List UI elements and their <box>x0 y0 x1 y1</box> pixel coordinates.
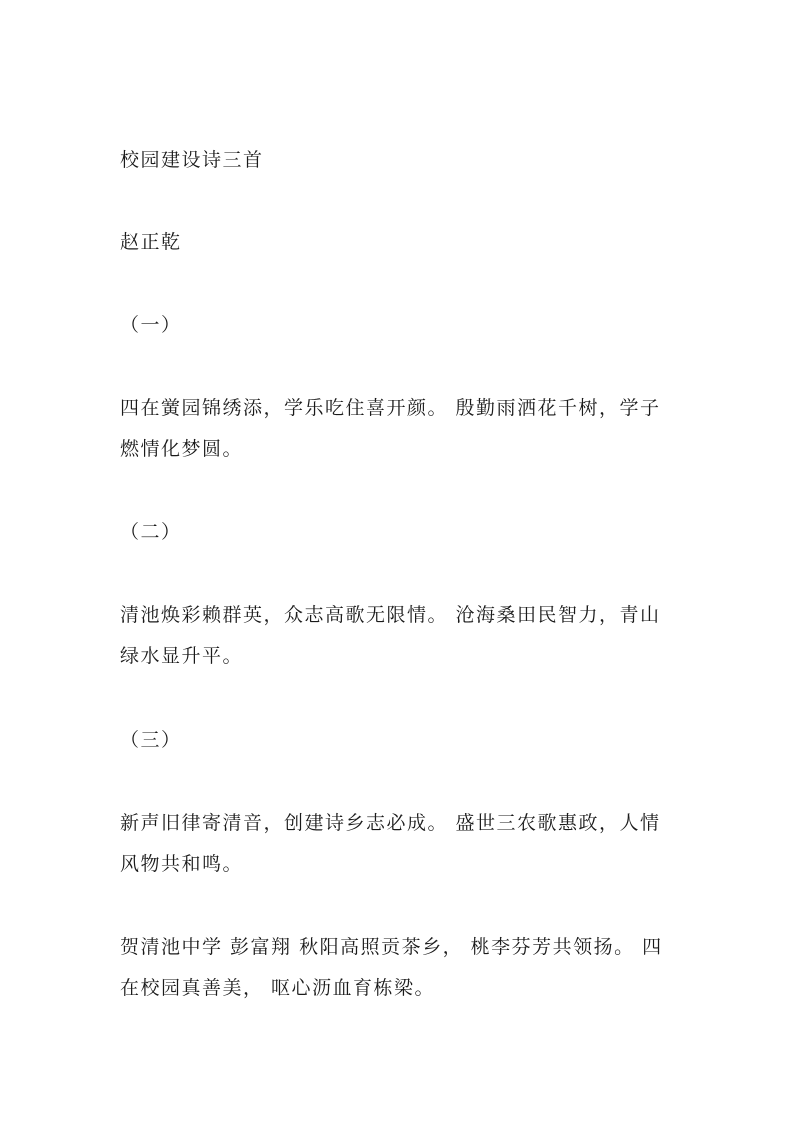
document-title: 校园建设诗三首 <box>120 149 264 171</box>
document-author: 赵正乾 <box>120 231 182 253</box>
section-heading-3: （三） <box>120 729 182 751</box>
section-heading-2: （二） <box>120 521 182 543</box>
poem-text-3: 新声旧律寄清音，创建诗乡志必成。 盛世三农歌惠政，人情风物共和鸣。 <box>120 812 661 875</box>
poem-text-2: 清池焕彩赖群英，众志高歌无限情。 沧海桑田民智力，青山绿水显升平。 <box>120 604 661 667</box>
section-heading-1: （一） <box>120 314 182 336</box>
appendix-poem: 贺清池中学 彭富翔 秋阳高照贡茶乡， 桃李芬芳共领扬。 四在校园真善美， 呕心沥血育栋梁。 <box>120 936 663 999</box>
poem-text-1: 四在黉园锦绣添，学乐吃住喜开颜。 殷勤雨洒花千树，学子燃情化梦圆。 <box>120 397 661 460</box>
